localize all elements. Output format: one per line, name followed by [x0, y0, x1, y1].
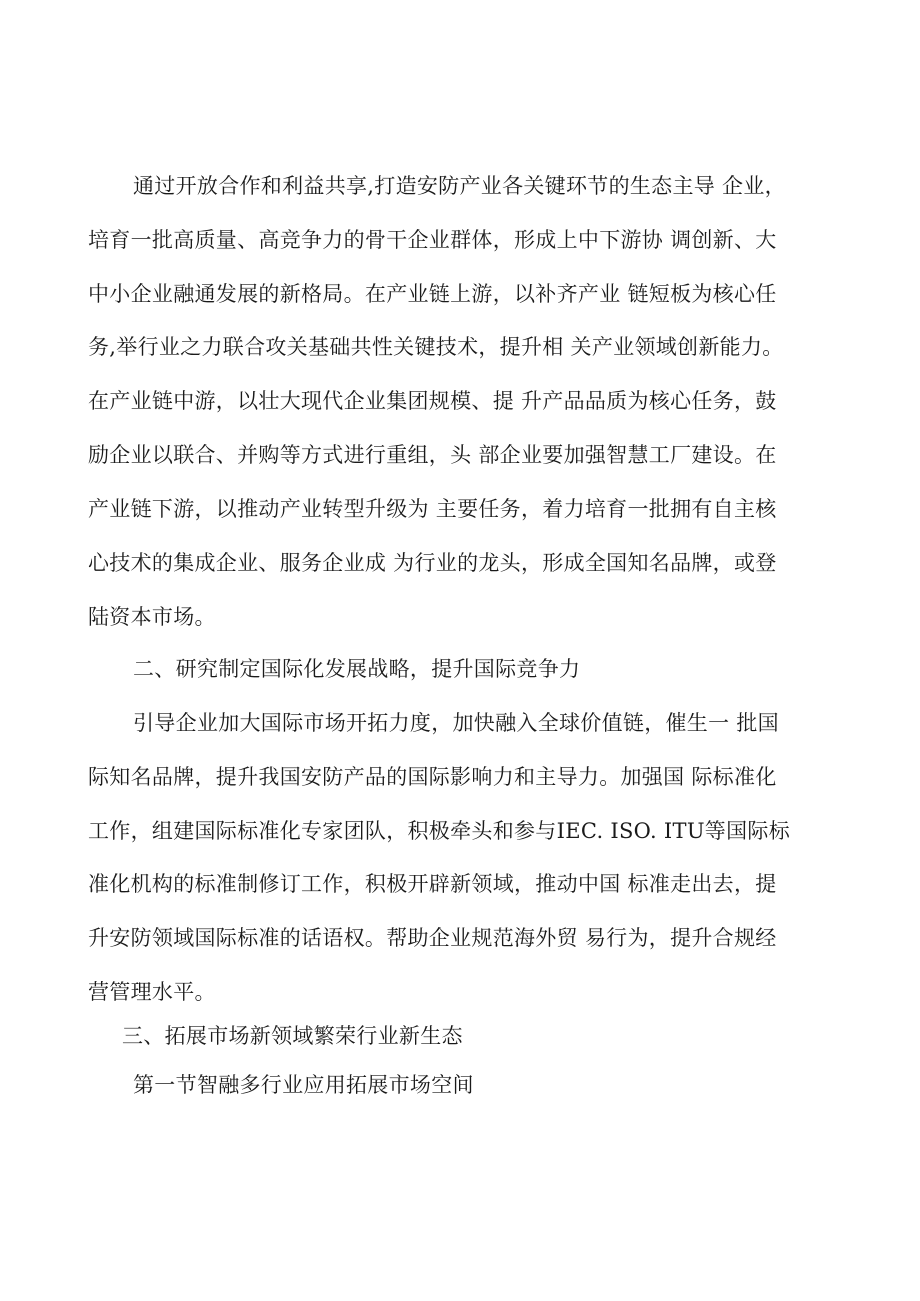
- paragraph-line: 心技术的集成企业、服务企业成 为行业的龙头，形成全国知名品牌，或登: [88, 551, 777, 575]
- paragraph-line: 陆资本市场。: [88, 605, 216, 629]
- paragraph-line: 际知名品牌，提升我国安防产品的国际影响力和主导力。加强国 际标准化: [88, 765, 777, 789]
- paragraph-line: 引导企业加大国际市场开拓力度，加快融入全球价值链，催生一 批国: [133, 711, 779, 735]
- paragraph-line: 通过开放合作和利益共享,打造安防产业各关键环节的生态主导 企业，: [133, 174, 786, 198]
- paragraph-line: 工作，组建国际标准化专家团队，积极牵头和参与IEC. ISO. ITU等国际标: [88, 819, 791, 843]
- paragraph-line: 培育一批高质量、高竞争力的骨干企业群体，形成上中下游协 调创新、大: [88, 228, 777, 252]
- section-heading-2: 二、研究制定国际化发展战略，提升国际竞争力: [133, 657, 581, 681]
- paragraph-line: 务,举行业之力联合攻关基础共性关键技术，提升相 关产业领域创新能力。: [88, 335, 784, 359]
- paragraph-line: 准化机构的标准制修订工作，积极开辟新领域，推动中国 标准走出去，提: [88, 872, 777, 896]
- paragraph-line: 在产业链中游，以壮大现代企业集团规模、提 升产品品质为核心任务，鼓: [88, 389, 777, 413]
- paragraph-line: 励企业以联合、并购等方式进行重组，头 部企业要加强智慧工厂建设。在: [88, 443, 777, 467]
- paragraph-line: 产业链下游，以推动产业转型升级为 主要任务，着力培育一批拥有自主核: [88, 497, 777, 521]
- section-heading-3: 三、拓展市场新领域繁荣行业新生态: [122, 1024, 463, 1048]
- paragraph-line: 中小企业融通发展的新格局。在产业链上游，以补齐产业 链短板为核心任: [88, 282, 777, 306]
- paragraph-line: 营管理水平。: [88, 980, 216, 1004]
- paragraph-line: 升安防领域国际标准的话语权。帮助企业规范海外贸 易行为，提升合规经: [88, 926, 777, 950]
- subsection-heading-1: 第一节智融多行业应用拓展市场空间: [133, 1073, 474, 1097]
